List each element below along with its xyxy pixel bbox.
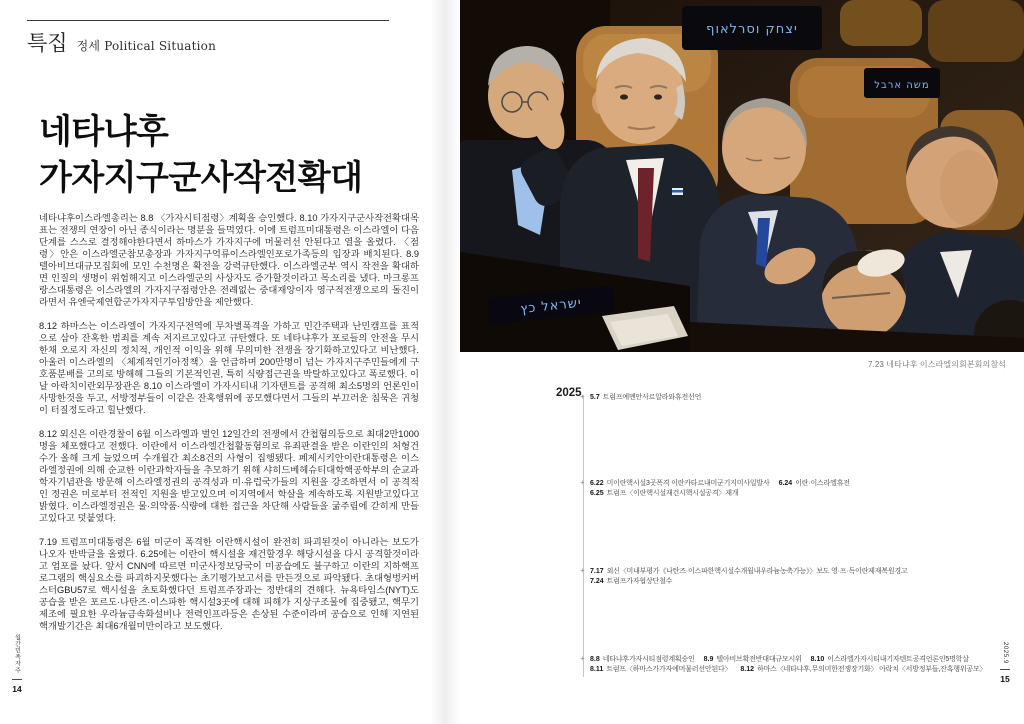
timeline-date: 6.24 [778, 480, 793, 487]
timeline-row [590, 577, 917, 587]
timeline-group [590, 567, 917, 587]
led-text-mid: משה ארבל [874, 80, 930, 91]
timeline-group [590, 655, 995, 675]
led-text-top: יצחק וסרלאוף [706, 22, 798, 37]
knesset-photo-art [460, 0, 1024, 352]
timeline-text: 네타냐후가자시티점령계획승인 [602, 656, 695, 663]
timeline-text: 하마스〈네타냐후,무의미한전쟁장기화〉 아락치〈서방정부들,잔혹행위공모〉 [757, 666, 987, 673]
timeline [556, 387, 1018, 689]
section-header [27, 27, 216, 57]
footer-right-rule [1000, 669, 1010, 670]
page-gutter [430, 0, 460, 724]
timeline-date: 6.22 [590, 480, 604, 487]
footer-left-rule [12, 679, 22, 680]
timeline-row [590, 665, 995, 675]
timeline-text: 텔아비브확전반대대규모시위 [716, 656, 802, 663]
page-number-left: 14 [12, 683, 22, 694]
timeline-row [590, 489, 859, 499]
timeline-text: 트럼프예멘안사르알라와휴전선언 [602, 394, 702, 401]
timeline-date: 8.9 [703, 656, 714, 663]
article-paragraph: 8.12 외신은 이란경찰이 6월 이스라엘과 벌인 12일간의 전쟁에서 간첩혐의등으로 최대2만1000명을 체포했다고 전했다. 이란에서 이스라엘간첩활동혐의로 유죄판결을 받은 이란인의 처형건수가 올해 크게 늘었으며 수개월간 최소8건의 사형이 집행됐다. 페제시키안이란대통령은 이스라엘정권에 의해 순교한 이란과학자들을 추모하기 위해 샤히드베헤슈티대학핵공학부의 순교과학자기념관을 방문해 이스라엘정권의 공격성과 미·유럽국가들의 지원을 강조하면서 이 공격적인 정권은 미로부터 전적인 지원을 받고있으며 이지역에서 학살을 계속하도록 지원받고있다고 밝혔다. 이스라엘정권은 물·의약품·식량에 대한 접근을 차단해 사람들을 굶주림에 갇히게 만들고있다고 덧붙였다. [39, 429, 419, 523]
timeline-date: 5.7 [590, 394, 600, 401]
timeline-date: 8.11 [590, 666, 604, 673]
timeline-axis [583, 395, 584, 677]
timeline-text: 이스라엘가자시티내기자텐트공격언론인5명학살 [827, 656, 969, 663]
led-text-desk: ישראל כץ [519, 295, 583, 318]
timeline-year: 2025 [556, 387, 582, 399]
timeline-text: 트럼프〈이란핵시설재건시핵시설공격〉재개 [606, 490, 739, 497]
timeline-date: 7.24 [590, 578, 604, 585]
timeline-text: 이란·이스라엘휴전 [795, 480, 850, 487]
footer-right [994, 642, 1016, 684]
timeline-text: 트럼프가자협상단철수 [606, 578, 673, 585]
section-label: 특집 [27, 31, 68, 55]
timeline-text: 트럼프〈하마스가가자에머물러선안된다〉 [606, 666, 732, 673]
timeline-text: 외신〈미내부평가《나탄즈·이스파한핵시설수개월내우라늄농축가능》〉보도 영·프·독이란제재복원경고 [606, 568, 908, 575]
timeline-date: 8.12 [740, 666, 755, 673]
header-rule [27, 20, 389, 21]
category-english: Political Situation [104, 39, 217, 53]
timeline-text: 미이란핵시설3곳폭격 이란카타르내미군기지미사일발사 [606, 480, 770, 487]
timeline-date: 8.8 [590, 656, 600, 663]
timeline-date: 6.25 [590, 490, 604, 497]
issue-label: 2025.9 [1002, 642, 1008, 664]
timeline-row [590, 393, 710, 403]
article-title-line1: 네타냐후 [39, 113, 169, 151]
article-title [39, 110, 362, 201]
article-paragraph: 네타냐후이스라엘총리는 8.8 〈가자시티점령〉계획을 승인했다. 8.10 가자지구군사작전확대목표는 전쟁의 연장이 아닌 종식이라는 명분을 들먹였다. 이에 트럼프미대통령은 이스라엘이 다음단계를 스스로 결정해야한다면서 하마스가 가자지구에 머물러선 안된다고 열을 올렸다. 〈점령〉안은 이스라엘군참모총장과 가자지구억류이스라엘인포로가족등의 입장과 배치된다. 8.9 텔아비브대규모집회에 모인 수천명은 확전을 강력규탄했다. 이스라엘군부 역시 작전을 확대하면 인질의 생명이 위험해지고 이스라엘군의 사상자도 증가할것이라고 목소리를 냈다. 마크롱프랑스대통령은 이스라엘의 가자지구점령안은 전례없는 중대재앙이자 영구적전쟁으로의 돌진이라면서 유엔국제연합군가자지구투입방안을 제안했다. [39, 213, 419, 307]
timeline-row [590, 567, 917, 577]
article-title-line2: 가자지구군사작전확대 [39, 158, 363, 197]
timeline-row [590, 655, 995, 665]
photo-caption: 7.23 네타냐후 이스라엘의회본회의참석 [867, 360, 1006, 369]
category-korean: 정세 [76, 39, 101, 53]
timeline-group [590, 393, 710, 403]
article-body [39, 212, 419, 644]
magazine-label: 월간민족자주 [13, 634, 20, 674]
timeline-date: 7.17 [590, 568, 604, 575]
page-number-right: 15 [1000, 673, 1010, 684]
timeline-date: 8.10 [810, 656, 825, 663]
knesset-photo [460, 0, 1024, 352]
article-paragraph: 8.12 하마스는 이스라엘이 가자지구전역에 무차별폭격을 가하고 민간주택과 난민캠프를 표적으로 삼아 잔혹한 범죄를 계속 저지르고있다고 규탄했다. 또 네타냐후가 포로들의 안전을 무시한채 오로지 자신의 정치적, 개인적 이익을 위해 무의미한 전쟁을 장기화하고있다고 비난했다. 아울러 이스라엘의 〈체계적인기아정책〉을 언급하며 200만명이 넘는 가자지구주민들에게 구호품분배를 고의로 방해해 그들의 기본적인권, 특히 식량접근권을 박탈하고있다고 폭로했다. 이날 아락치이란외무장관은 8.10 이스라엘이 가자시티내 기자텐트를 공격해 최소5명의 언론인이 사망한것을 두고, 서방정부들이 이같은 잔혹행위에 공모했다면서 그들의 부끄러운 침묵은 귀청이 터질정도라고 힐난했다. [39, 321, 419, 415]
timeline-row [590, 479, 859, 489]
article-paragraph: 7.19 트럼프미대통령은 6월 미군이 폭격한 이란핵시설이 완전히 파괴된것이 아니라는 보도가 나오자 반박글을 올렸다. 6.25에는 이란이 핵시설을 재건할경우 해당시설을 다시 공격할것이라고 엄포를 놨다. 앞서 CNN에 따르면 미군사정보당국이 미공습에도 불구하고 이란의 지하핵프로그램의 핵심요소를 파괴하지못했다는 초기평가보고서를 만든것으로 파악됐다. 초대형벙커버스터GBU57로 핵시설을 초토화했다던 트럼프주장과는 정반대의 견해다. 뉴욕타임스(NYT)도 공습을 받은 포르도·나탄즈·이스파한 핵시설3곳에 대해 피해가 지상구조물에 집중됐고, 핵무기제조에 필요한 우라늄금속화설비나 전력인프라등은 손상된 수준이라며 공습으로 인해 지연된 핵개발기간은 최대6개월미만이라고 보도했다. [39, 537, 419, 631]
category-label [77, 37, 216, 54]
timeline-group [590, 479, 859, 499]
footer-left [6, 634, 28, 694]
